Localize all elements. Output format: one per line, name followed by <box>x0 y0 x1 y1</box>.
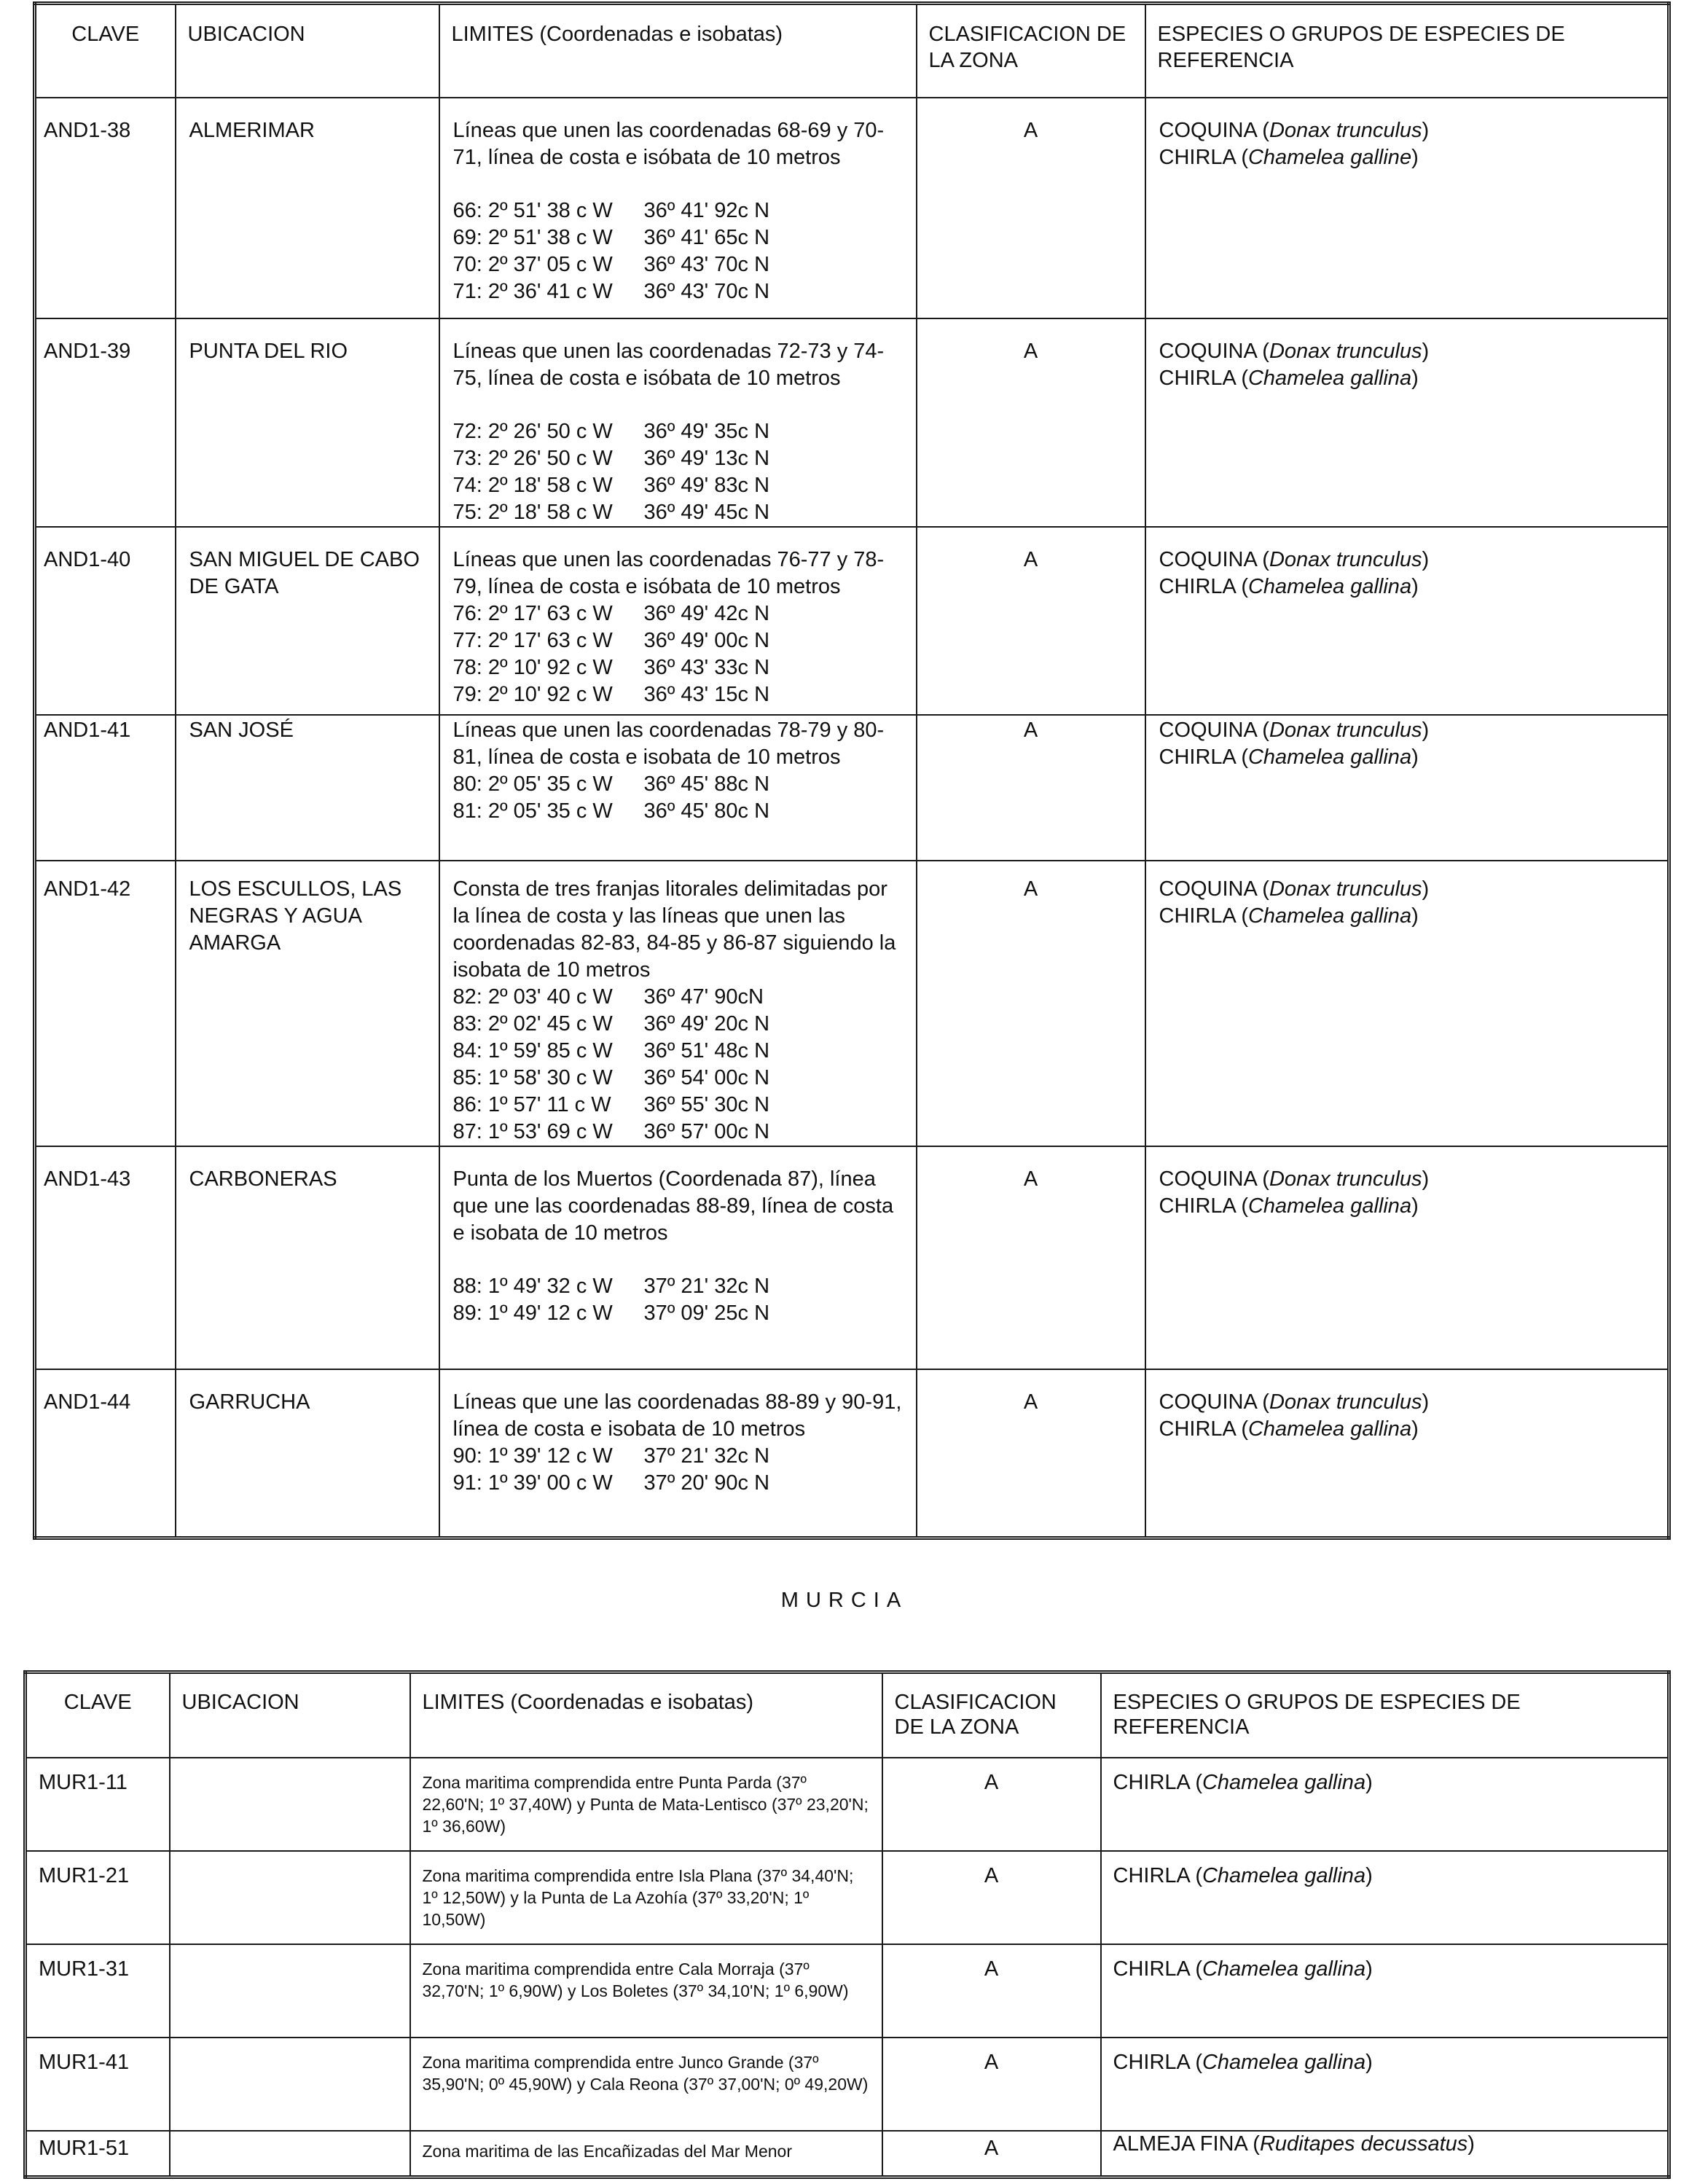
murcia-section-title: MURCIA <box>780 1589 909 1612</box>
species-scientific-name: Ruditapes decussatus <box>1259 2132 1468 2156</box>
ubicacion-cell <box>170 1944 410 2038</box>
coordinate-longitude: 75: 2º 18' 58 c W <box>452 501 613 524</box>
limites-text: Líneas que unen las coordenadas 78-79 y 80-81, línea de costa e isobata de 10 metros <box>452 719 885 769</box>
species-common-name: CHIRLA <box>1113 1957 1190 1981</box>
coordinate-line <box>453 681 903 708</box>
coordinate-latitude: 36º 43' 70c N <box>643 253 770 276</box>
coordinate-line <box>453 1119 903 1146</box>
coordinate-line <box>453 224 903 251</box>
header-ubicacion: UBICACION <box>176 4 439 98</box>
species-line: ALMEJA FINA (Ruditapes decussatus) <box>1113 2132 1475 2156</box>
coordinate-line <box>453 1273 903 1300</box>
species-line: CHIRLA (Chamelea gallina) <box>1159 367 1419 390</box>
especies-cell <box>1145 318 1669 527</box>
species-line: COQUINA (Donax trunculus) <box>1159 877 1430 901</box>
species-scientific-name: Chamelea gallina <box>1247 904 1412 928</box>
coordinate-list <box>453 418 903 526</box>
table-row <box>26 1944 1669 2038</box>
header-limites: LIMITES (Coordenadas e isobatas) <box>410 1672 882 1758</box>
clave-cell: MUR1-41 <box>26 2038 170 2131</box>
coordinate-longitude: 91: 1º 39' 00 c W <box>452 1471 613 1495</box>
coordinate-line <box>453 1011 903 1038</box>
species-line: COQUINA (Donax trunculus) <box>1159 340 1430 363</box>
ubicacion-cell: SAN MIGUEL DE CABO DE GATA <box>176 527 439 715</box>
table-row <box>35 318 1669 527</box>
limites-text: Líneas que une las coordenadas 88-89 y 90-91, línea de costa e isobata de 10 metros <box>452 1390 902 1441</box>
limites-cell <box>439 1146 917 1369</box>
coordinate-longitude: 78: 2º 10' 92 c W <box>452 656 613 679</box>
coordinate-latitude: 36º 45' 80c N <box>643 799 770 823</box>
limites-text: Consta de tres franjas litorales delimitadas por la línea de costa y las líneas que unen las coordenadas 82-83, 84-85 y 86-87 siguiendo la isobata de 10 metros <box>452 877 896 982</box>
coordinate-longitude: 89: 1º 49' 12 c W <box>452 1302 613 1325</box>
species-line: COQUINA (Donax trunculus) <box>1159 119 1430 142</box>
coordinate-line <box>453 418 903 445</box>
clasificacion-cell: A <box>917 1146 1145 1369</box>
header-ubicacion: UBICACION <box>170 1672 410 1758</box>
limites-cell <box>439 318 917 527</box>
limites-cell: Zona maritima comprendida entre Junco Grande (37º 35,90'N; 0º 45,90W) y Cala Reona (37º 37,00'N; 0º 49,20W) <box>410 2038 882 2131</box>
especies-cell <box>1145 98 1669 318</box>
species-scientific-name: Chamelea gallina <box>1202 1771 1366 1794</box>
coordinate-line <box>453 984 903 1011</box>
species-scientific-name: Donax trunculus <box>1269 1390 1422 1414</box>
coordinate-latitude: 36º 41' 92c N <box>643 199 770 222</box>
species-common-name: CHIRLA <box>1159 146 1236 169</box>
species-line: CHIRLA (Chamelea gallina) <box>1159 745 1419 769</box>
species-line: CHIRLA (Chamelea gallina) <box>1113 1957 1373 1981</box>
coordinate-longitude: 88: 1º 49' 32 c W <box>452 1275 613 1298</box>
coordinate-longitude: 82: 2º 03' 40 c W <box>452 985 613 1009</box>
species-scientific-name: Donax trunculus <box>1269 719 1422 742</box>
species-common-name: COQUINA <box>1159 1167 1257 1191</box>
limites-cell <box>439 1369 917 1538</box>
limites-cell <box>439 98 917 318</box>
coordinate-list <box>453 197 903 305</box>
table-row <box>26 1851 1669 1944</box>
coordinate-latitude: 36º 49' 45c N <box>643 501 770 524</box>
murcia-table <box>23 1670 1671 2179</box>
species-common-name: CHIRLA <box>1159 367 1236 390</box>
species-line: CHIRLA (Chamelea gallina) <box>1159 904 1419 928</box>
coordinate-latitude: 37º 21' 32c N <box>643 1275 770 1298</box>
limites-text: Punta de los Muertos (Coordenada 87), línea que une las coordenadas 88-89, línea de costa e isobata de 10 metros <box>452 1167 894 1245</box>
species-line: CHIRLA (Chamelea gallina) <box>1159 1194 1419 1218</box>
coordinate-latitude: 36º 51' 48c N <box>643 1039 770 1062</box>
species-line: CHIRLA (Chamelea gallina) <box>1159 1417 1419 1441</box>
coordinate-longitude: 87: 1º 53' 69 c W <box>452 1120 613 1143</box>
species-line: CHIRLA (Chamelea galline) <box>1159 146 1419 169</box>
coordinate-latitude: 36º 49' 13c N <box>643 447 770 470</box>
coordinate-longitude: 66: 2º 51' 38 c W <box>452 199 613 222</box>
coordinate-longitude: 70: 2º 37' 05 c W <box>452 253 613 276</box>
species-common-name: CHIRLA <box>1113 1771 1190 1794</box>
species-line: CHIRLA (Chamelea gallina) <box>1113 2051 1373 2074</box>
header-row <box>35 4 1669 98</box>
species-common-name: COQUINA <box>1159 340 1257 363</box>
clasificacion-cell: A <box>882 1758 1101 1851</box>
coordinate-longitude: 84: 1º 59' 85 c W <box>452 1039 613 1062</box>
species-scientific-name: Chamelea gallina <box>1247 1194 1412 1218</box>
coordinate-line <box>453 798 903 825</box>
especies-cell <box>1101 2131 1669 2177</box>
species-scientific-name: Chamelea gallina <box>1202 2051 1366 2074</box>
coordinate-latitude: 36º 41' 65c N <box>643 226 770 249</box>
ubicacion-cell: CARBONERAS <box>176 1146 439 1369</box>
limites-text: Líneas que unen las coordenadas 76-77 y 78-79, línea de costa e isóbata de 10 metros <box>452 548 885 598</box>
coordinate-longitude: 77: 2º 17' 63 c W <box>452 629 613 652</box>
table-row <box>35 715 1669 861</box>
coordinate-line <box>453 445 903 472</box>
limites-cell: Zona maritima de las Encañizadas del Mar Menor <box>410 2131 882 2177</box>
header-clave: CLAVE <box>35 4 176 98</box>
species-scientific-name: Donax trunculus <box>1269 1167 1422 1191</box>
coordinate-list <box>453 771 903 825</box>
coordinate-latitude: 37º 20' 90c N <box>643 1471 770 1495</box>
header-row <box>26 1672 1669 1758</box>
ubicacion-cell <box>170 1851 410 1944</box>
especies-cell <box>1101 2038 1669 2131</box>
clasificacion-cell: A <box>882 1851 1101 1944</box>
coordinate-longitude: 81: 2º 05' 35 c W <box>452 799 613 823</box>
coordinate-line <box>453 1092 903 1119</box>
clave-cell: AND1-42 <box>35 861 176 1146</box>
species-scientific-name: Chamelea gallina <box>1202 1864 1366 1887</box>
coordinate-longitude: 69: 2º 51' 38 c W <box>452 226 613 249</box>
header-clasificacion: CLASIFICACION DE LA ZONA <box>882 1672 1101 1758</box>
species-line: CHIRLA (Chamelea gallina) <box>1159 575 1419 598</box>
clasificacion-cell: A <box>882 2038 1101 2131</box>
header-limites: LIMITES (Coordenadas e isobatas) <box>439 4 917 98</box>
coordinate-longitude: 71: 2º 36' 41 c W <box>452 280 613 303</box>
species-scientific-name: Chamelea gallina <box>1247 1417 1412 1441</box>
limites-cell <box>439 861 917 1146</box>
clasificacion-cell: A <box>917 318 1145 527</box>
species-line: COQUINA (Donax trunculus) <box>1159 1390 1430 1414</box>
coordinate-latitude: 36º 43' 15c N <box>643 683 770 706</box>
coordinate-list <box>453 984 903 1146</box>
coordinate-line <box>453 1038 903 1065</box>
coordinate-line <box>453 278 903 305</box>
species-scientific-name: Chamelea gallina <box>1202 1957 1366 1981</box>
species-scientific-name: Donax trunculus <box>1269 548 1422 571</box>
coordinate-line <box>453 251 903 278</box>
table-row <box>26 1758 1669 1851</box>
species-common-name: ALMEJA FINA <box>1113 2132 1247 2156</box>
clave-cell: AND1-38 <box>35 98 176 318</box>
coordinate-latitude: 37º 21' 32c N <box>643 1444 770 1468</box>
coordinate-longitude: 73: 2º 26' 50 c W <box>452 447 613 470</box>
especies-cell <box>1145 1369 1669 1538</box>
coordinate-longitude: 79: 2º 10' 92 c W <box>452 683 613 706</box>
coordinate-line <box>453 1470 903 1497</box>
clave-cell: AND1-39 <box>35 318 176 527</box>
species-line: COQUINA (Donax trunculus) <box>1159 1167 1430 1191</box>
coordinate-latitude: 36º 49' 20c N <box>643 1012 770 1036</box>
especies-cell <box>1145 715 1669 861</box>
species-scientific-name: Chamelea gallina <box>1247 367 1412 390</box>
species-common-name: CHIRLA <box>1159 904 1236 928</box>
limites-cell: Zona maritima comprendida entre Cala Morraja (37º 32,70'N; 1º 6,90W) y Los Boletes (37º 34,10'N; 1º 6,90W) <box>410 1944 882 2038</box>
coordinate-longitude: 83: 2º 02' 45 c W <box>452 1012 613 1036</box>
ubicacion-cell: GARRUCHA <box>176 1369 439 1538</box>
table-row <box>35 1369 1669 1538</box>
clasificacion-cell: A <box>882 1944 1101 2038</box>
species-scientific-name: Chamelea gallina <box>1247 745 1412 769</box>
coordinate-latitude: 36º 49' 83c N <box>643 474 770 497</box>
coordinate-latitude: 36º 43' 70c N <box>643 280 770 303</box>
andalucia-table <box>33 1 1671 1540</box>
clasificacion-cell: A <box>917 98 1145 318</box>
species-common-name: CHIRLA <box>1159 1417 1236 1441</box>
species-line: CHIRLA (Chamelea gallina) <box>1113 1864 1373 1887</box>
coordinate-line <box>453 771 903 798</box>
coordinate-line <box>453 1065 903 1092</box>
clave-cell: MUR1-21 <box>26 1851 170 1944</box>
species-scientific-name: Donax trunculus <box>1269 340 1422 363</box>
coordinate-longitude: 76: 2º 17' 63 c W <box>452 602 613 625</box>
ubicacion-cell <box>170 2038 410 2131</box>
clave-cell: AND1-44 <box>35 1369 176 1538</box>
clave-cell: MUR1-11 <box>26 1758 170 1851</box>
header-especies: ESPECIES O GRUPOS DE ESPECIES DE REFERENCIA <box>1101 1672 1669 1758</box>
coordinate-line <box>453 197 903 224</box>
clave-cell: AND1-41 <box>35 715 176 861</box>
species-common-name: COQUINA <box>1159 548 1257 571</box>
coordinate-line <box>453 600 903 627</box>
species-scientific-name: Chamelea galline <box>1247 146 1412 169</box>
coordinate-latitude: 36º 49' 35c N <box>643 420 770 443</box>
coordinate-latitude: 36º 49' 00c N <box>643 629 770 652</box>
ubicacion-cell: ALMERIMAR <box>176 98 439 318</box>
especies-cell <box>1145 527 1669 715</box>
limites-cell: Zona maritima comprendida entre Isla Plana (37º 34,40'N; 1º 12,50W) y la Punta de La Azohía (37º 33,20'N; 1º 10,50W) <box>410 1851 882 1944</box>
species-common-name: CHIRLA <box>1113 2051 1190 2074</box>
species-common-name: COQUINA <box>1159 1390 1257 1414</box>
coordinate-line <box>453 627 903 654</box>
coordinate-longitude: 74: 2º 18' 58 c W <box>452 474 613 497</box>
species-line: CHIRLA (Chamelea gallina) <box>1113 1771 1373 1794</box>
table-row <box>26 2131 1669 2177</box>
species-common-name: COQUINA <box>1159 877 1257 901</box>
coordinate-line <box>453 654 903 681</box>
coordinate-line <box>453 1443 903 1470</box>
especies-cell <box>1145 1146 1669 1369</box>
coordinate-longitude: 90: 1º 39' 12 c W <box>452 1444 613 1468</box>
clasificacion-cell: A <box>917 715 1145 861</box>
species-scientific-name: Chamelea gallina <box>1247 575 1412 598</box>
table-row <box>35 98 1669 318</box>
coordinate-longitude: 86: 1º 57' 11 c W <box>452 1093 611 1116</box>
coordinate-latitude: 36º 45' 88c N <box>643 772 770 796</box>
clasificacion-cell: A <box>917 527 1145 715</box>
species-scientific-name: Donax trunculus <box>1269 119 1422 142</box>
limites-cell: Zona maritima comprendida entre Punta Parda (37º 22,60'N; 1º 37,40W) y Punta de Mata-Lentisco (37º 23,20'N; 1º 36,60W) <box>410 1758 882 1851</box>
especies-cell <box>1101 1851 1669 1944</box>
table-row <box>35 527 1669 715</box>
coordinate-line <box>453 472 903 499</box>
species-common-name: CHIRLA <box>1159 575 1236 598</box>
species-common-name: COQUINA <box>1159 719 1257 742</box>
limites-text: Líneas que unen las coordenadas 72-73 y 74-75, línea de costa e isóbata de 10 metros <box>452 340 885 390</box>
species-line: COQUINA (Donax trunculus) <box>1159 719 1430 742</box>
coordinate-latitude: 36º 43' 33c N <box>643 656 770 679</box>
table-row <box>26 2038 1669 2131</box>
coordinate-list <box>453 600 903 708</box>
clave-cell: AND1-40 <box>35 527 176 715</box>
coordinate-list <box>453 1443 903 1497</box>
limites-cell <box>439 527 917 715</box>
ubicacion-cell: PUNTA DEL RIO <box>176 318 439 527</box>
table-row <box>35 1146 1669 1369</box>
especies-cell <box>1101 1944 1669 2038</box>
coordinate-longitude: 80: 2º 05' 35 c W <box>452 772 613 796</box>
species-scientific-name: Donax trunculus <box>1269 877 1422 901</box>
ubicacion-cell: LOS ESCULLOS, LAS NEGRAS Y AGUA AMARGA <box>176 861 439 1146</box>
coordinate-latitude: 36º 57' 00c N <box>643 1120 770 1143</box>
ubicacion-cell: SAN JOSÉ <box>176 715 439 861</box>
clasificacion-cell: A <box>882 2131 1101 2177</box>
clasificacion-cell: A <box>917 861 1145 1146</box>
coordinate-longitude: 85: 1º 58' 30 c W <box>452 1066 613 1089</box>
table-row <box>35 861 1669 1146</box>
coordinate-list <box>453 1273 903 1327</box>
coordinate-latitude: 37º 09' 25c N <box>643 1302 770 1325</box>
coordinate-longitude: 72: 2º 26' 50 c W <box>452 420 613 443</box>
clave-cell: MUR1-31 <box>26 1944 170 2038</box>
clasificacion-cell: A <box>917 1369 1145 1538</box>
ubicacion-cell <box>170 2131 410 2177</box>
especies-cell <box>1145 861 1669 1146</box>
limites-cell <box>439 715 917 861</box>
header-clave: CLAVE <box>26 1672 170 1758</box>
coordinate-latitude: 36º 54' 00c N <box>643 1066 770 1089</box>
coordinate-latitude: 36º 55' 30c N <box>643 1093 770 1116</box>
species-line: COQUINA (Donax trunculus) <box>1159 548 1430 571</box>
coordinate-line <box>453 1300 903 1327</box>
header-clasificacion: CLASIFICACION DE LA ZONA <box>917 4 1145 98</box>
species-common-name: CHIRLA <box>1159 1194 1236 1218</box>
clave-cell: AND1-43 <box>35 1146 176 1369</box>
especies-cell <box>1101 1758 1669 1851</box>
species-common-name: CHIRLA <box>1113 1864 1190 1887</box>
ubicacion-cell <box>170 1758 410 1851</box>
species-common-name: COQUINA <box>1159 119 1257 142</box>
limites-text: Líneas que unen las coordenadas 68-69 y 70-71, línea de costa e isóbata de 10 metros <box>452 119 885 169</box>
coordinate-latitude: 36º 47' 90cN <box>643 985 764 1009</box>
species-common-name: CHIRLA <box>1159 745 1236 769</box>
clave-cell: MUR1-51 <box>26 2131 170 2177</box>
header-especies: ESPECIES O GRUPOS DE ESPECIES DE REFERENCIA <box>1145 4 1669 98</box>
coordinate-latitude: 36º 49' 42c N <box>643 602 770 625</box>
coordinate-line <box>453 499 903 526</box>
